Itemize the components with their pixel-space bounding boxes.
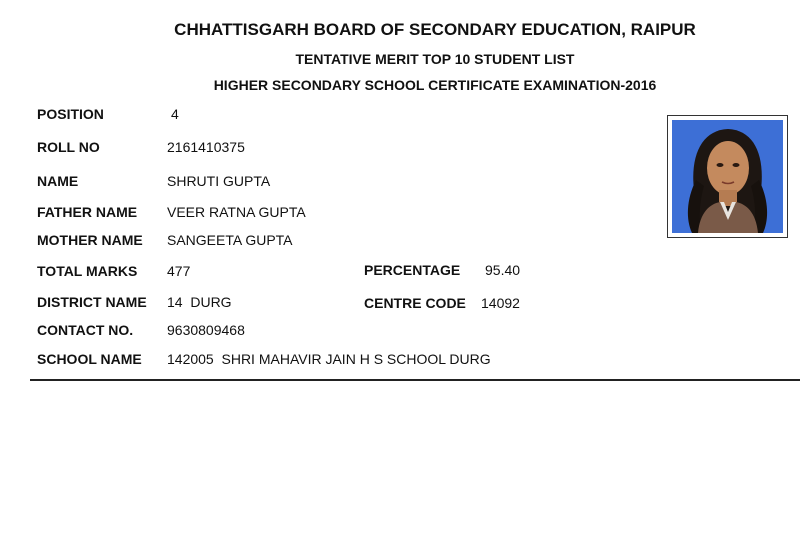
father-name-label: FATHER NAME <box>37 204 138 220</box>
exam-title: HIGHER SECONDARY SCHOOL CERTIFICATE EXAMINATION-2016 <box>213 77 657 93</box>
father-name-value: VEER RATNA GUPTA <box>167 204 306 220</box>
board-title: CHHATTISGARH BOARD OF SECONDARY EDUCATION, RAIPUR <box>174 20 696 39</box>
contact-no-value: 9630809468 <box>167 322 245 338</box>
total-marks-value: 477 <box>167 263 191 279</box>
total-marks-label: TOTAL MARKS <box>37 263 138 279</box>
mother-name-value: SANGEETA GUPTA <box>167 232 293 248</box>
school-name-value: 142005 SHRI MAHAVIR JAIN H S SCHOOL DURG <box>167 351 491 367</box>
name-label: NAME <box>37 173 79 189</box>
percentage-label: PERCENTAGE <box>364 262 461 278</box>
roll-no-label: ROLL NO <box>37 139 100 155</box>
district-name-value: 14 DURG <box>167 294 232 310</box>
centre-code-label: CENTRE CODE <box>364 295 466 311</box>
position-value: 4 <box>171 106 179 122</box>
section-divider <box>30 379 800 381</box>
roll-no-value: 2161410375 <box>167 139 245 155</box>
position-label: POSITION <box>37 106 104 122</box>
district-name-label: DISTRICT NAME <box>37 294 147 310</box>
student-photo <box>672 120 783 233</box>
contact-no-label: CONTACT NO. <box>37 322 134 338</box>
list-title: TENTATIVE MERIT TOP 10 STUDENT LIST <box>295 51 575 67</box>
centre-code-value: 14092 <box>481 295 520 311</box>
name-value: SHRUTI GUPTA <box>167 173 271 189</box>
percentage-value: 95.40 <box>485 262 521 278</box>
student-photo-frame <box>667 115 788 238</box>
school-name-label: SCHOOL NAME <box>37 351 142 367</box>
mother-name-label: MOTHER NAME <box>37 232 143 248</box>
